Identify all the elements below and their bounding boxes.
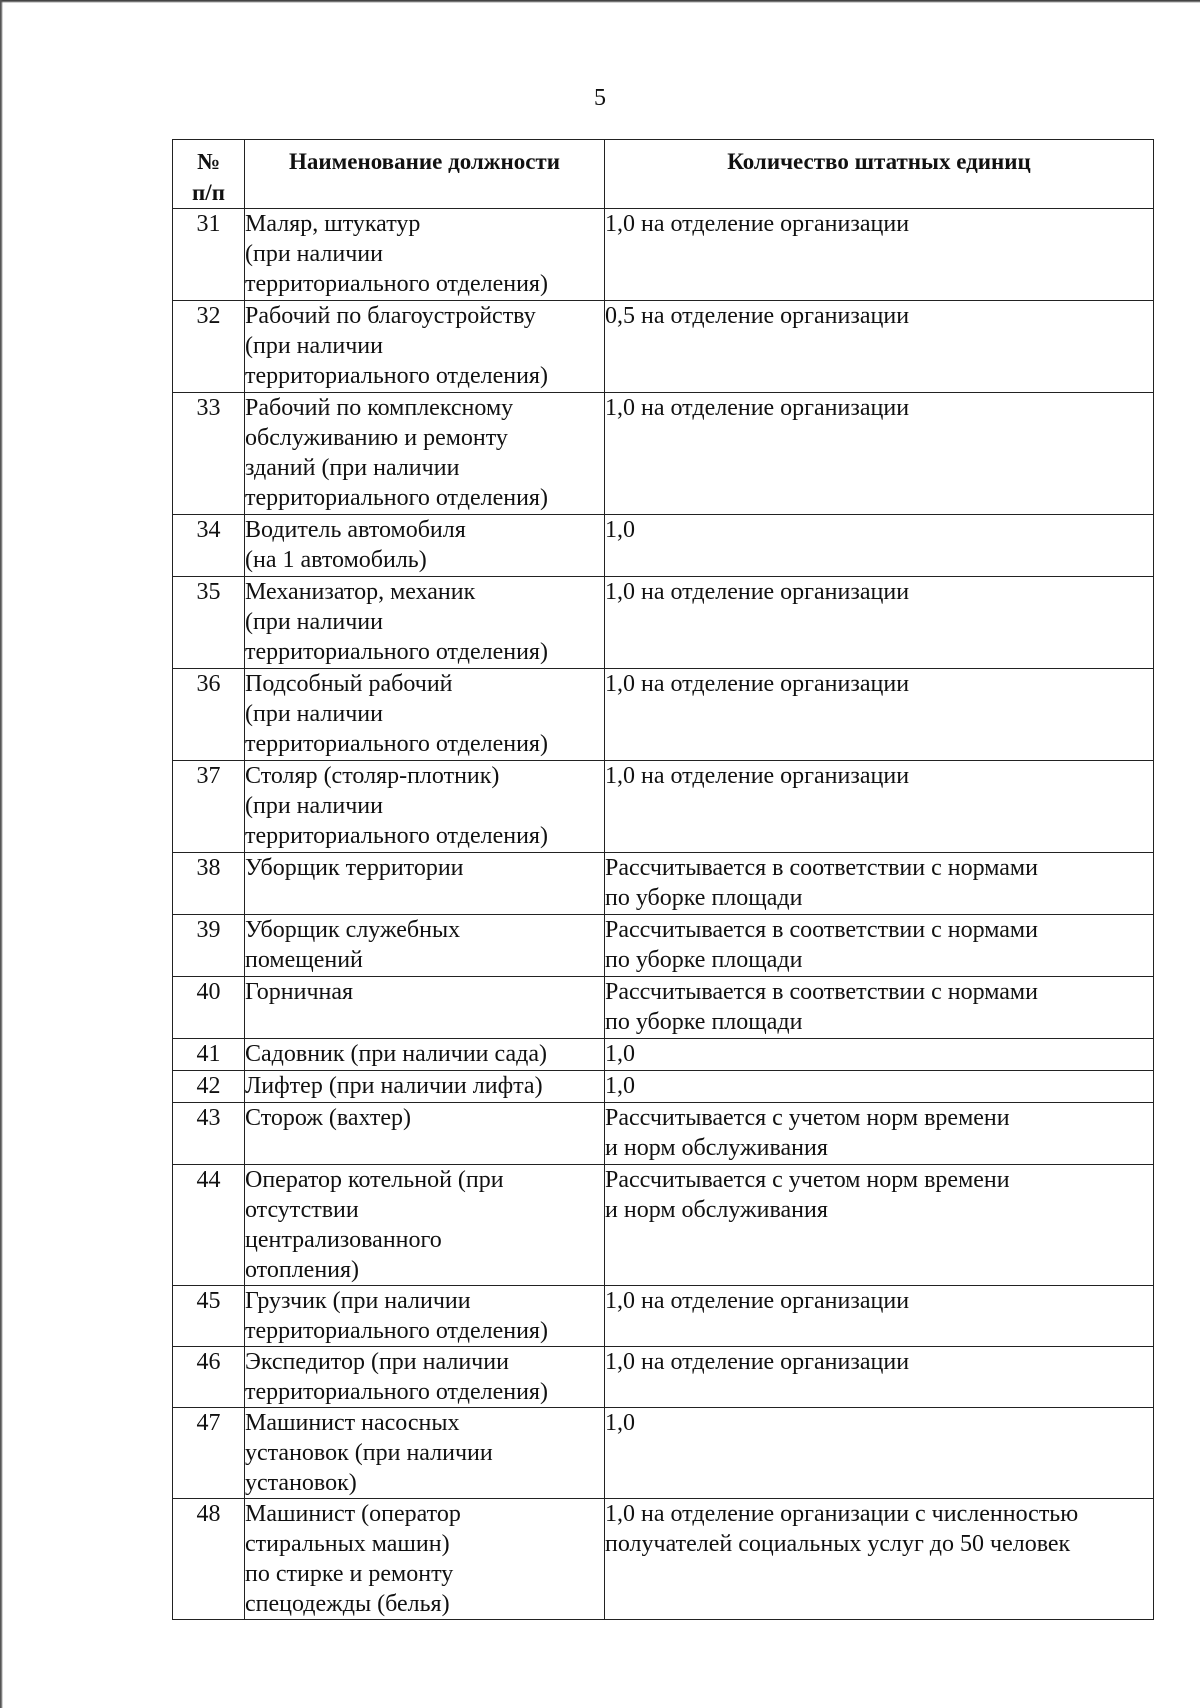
row-position: Экспедитор (при наличии территориального отделения) <box>245 1347 605 1408</box>
table-row <box>173 515 1154 577</box>
row-position: Столяр (столяр-плотник) (при наличии территориального отделения) <box>245 761 605 853</box>
row-num: 37 <box>173 761 245 853</box>
row-quantity: Рассчитывается в соответствии с нормами по уборке площади <box>605 977 1154 1039</box>
row-quantity: 1,0 <box>605 1408 1154 1499</box>
row-num: 48 <box>173 1499 245 1620</box>
table-row <box>173 1408 1154 1499</box>
row-position: Горничная <box>245 977 605 1039</box>
row-quantity: Рассчитывается с учетом норм времени и норм обслуживания <box>605 1165 1154 1286</box>
scan-edge-left <box>0 0 3 1708</box>
table-row <box>173 209 1154 301</box>
row-quantity: 1,0 на отделение организации <box>605 209 1154 301</box>
row-num: 41 <box>173 1039 245 1071</box>
row-quantity: 1,0 на отделение организации <box>605 577 1154 669</box>
header-num: № п/п <box>173 140 245 209</box>
row-quantity: 1,0 на отделение организации <box>605 761 1154 853</box>
row-num: 38 <box>173 853 245 915</box>
row-position: Подсобный рабочий (при наличии территориального отделения) <box>245 669 605 761</box>
staffing-table <box>172 139 1154 1620</box>
row-quantity: 1,0 на отделение организации <box>605 1286 1154 1347</box>
row-quantity: 1,0 <box>605 515 1154 577</box>
header-position: Наименование должности <box>245 140 605 209</box>
row-quantity: 1,0 <box>605 1071 1154 1103</box>
page-number: 5 <box>594 85 606 111</box>
row-position: Рабочий по благоустройству (при наличии территориального отделения) <box>245 301 605 393</box>
table-row <box>173 1071 1154 1103</box>
row-position: Уборщик территории <box>245 853 605 915</box>
row-num: 43 <box>173 1103 245 1165</box>
table-row <box>173 853 1154 915</box>
row-position: Водитель автомобиля (на 1 автомобиль) <box>245 515 605 577</box>
row-num: 40 <box>173 977 245 1039</box>
row-quantity: Рассчитывается с учетом норм времени и норм обслуживания <box>605 1103 1154 1165</box>
row-quantity: 1,0 на отделение организации <box>605 1347 1154 1408</box>
table-header-row <box>173 140 1154 209</box>
table-row <box>173 393 1154 515</box>
row-num: 33 <box>173 393 245 515</box>
table-row <box>173 301 1154 393</box>
row-num: 34 <box>173 515 245 577</box>
row-position: Оператор котельной (при отсутствии централизованного отопления) <box>245 1165 605 1286</box>
table-row <box>173 977 1154 1039</box>
row-num: 45 <box>173 1286 245 1347</box>
row-num: 35 <box>173 577 245 669</box>
row-quantity: 1,0 на отделение организации <box>605 393 1154 515</box>
row-quantity: 0,5 на отделение организации <box>605 301 1154 393</box>
row-num: 39 <box>173 915 245 977</box>
row-position: Маляр, штукатур (при наличии территориального отделения) <box>245 209 605 301</box>
row-position: Садовник (при наличии сада) <box>245 1039 605 1071</box>
row-position: Механизатор, механик (при наличии территориального отделения) <box>245 577 605 669</box>
row-num: 47 <box>173 1408 245 1499</box>
row-position: Уборщик служебных помещений <box>245 915 605 977</box>
table-row <box>173 669 1154 761</box>
row-position: Машинист насосных установок (при наличии установок) <box>245 1408 605 1499</box>
row-position: Лифтер (при наличии лифта) <box>245 1071 605 1103</box>
row-quantity: 1,0 на отделение организации с численностью получателей социальных услуг до 50 человек <box>605 1499 1154 1620</box>
row-quantity: Рассчитывается в соответствии с нормами по уборке площади <box>605 915 1154 977</box>
row-num: 32 <box>173 301 245 393</box>
table-row <box>173 1347 1154 1408</box>
row-position: Рабочий по комплексному обслуживанию и ремонту зданий (при наличии территориального отделения) <box>245 393 605 515</box>
table-row <box>173 1039 1154 1071</box>
header-quantity: Количество штатных единиц <box>605 140 1154 209</box>
row-num: 44 <box>173 1165 245 1286</box>
row-position: Грузчик (при наличии территориального отделения) <box>245 1286 605 1347</box>
row-num: 31 <box>173 209 245 301</box>
row-quantity: 1,0 <box>605 1039 1154 1071</box>
row-quantity: 1,0 на отделение организации <box>605 669 1154 761</box>
table-row <box>173 1286 1154 1347</box>
row-num: 46 <box>173 1347 245 1408</box>
row-quantity: Рассчитывается в соответствии с нормами по уборке площади <box>605 853 1154 915</box>
table-body <box>173 209 1154 1620</box>
table-row <box>173 761 1154 853</box>
row-num: 36 <box>173 669 245 761</box>
table-row <box>173 915 1154 977</box>
table-row <box>173 1103 1154 1165</box>
table-row <box>173 1165 1154 1286</box>
table-row <box>173 577 1154 669</box>
scan-edge-top <box>0 0 1200 3</box>
row-position: Машинист (оператор стиральных машин) по стирке и ремонту спецодежды (белья) <box>245 1499 605 1620</box>
table-row <box>173 1499 1154 1620</box>
row-num: 42 <box>173 1071 245 1103</box>
row-position: Сторож (вахтер) <box>245 1103 605 1165</box>
